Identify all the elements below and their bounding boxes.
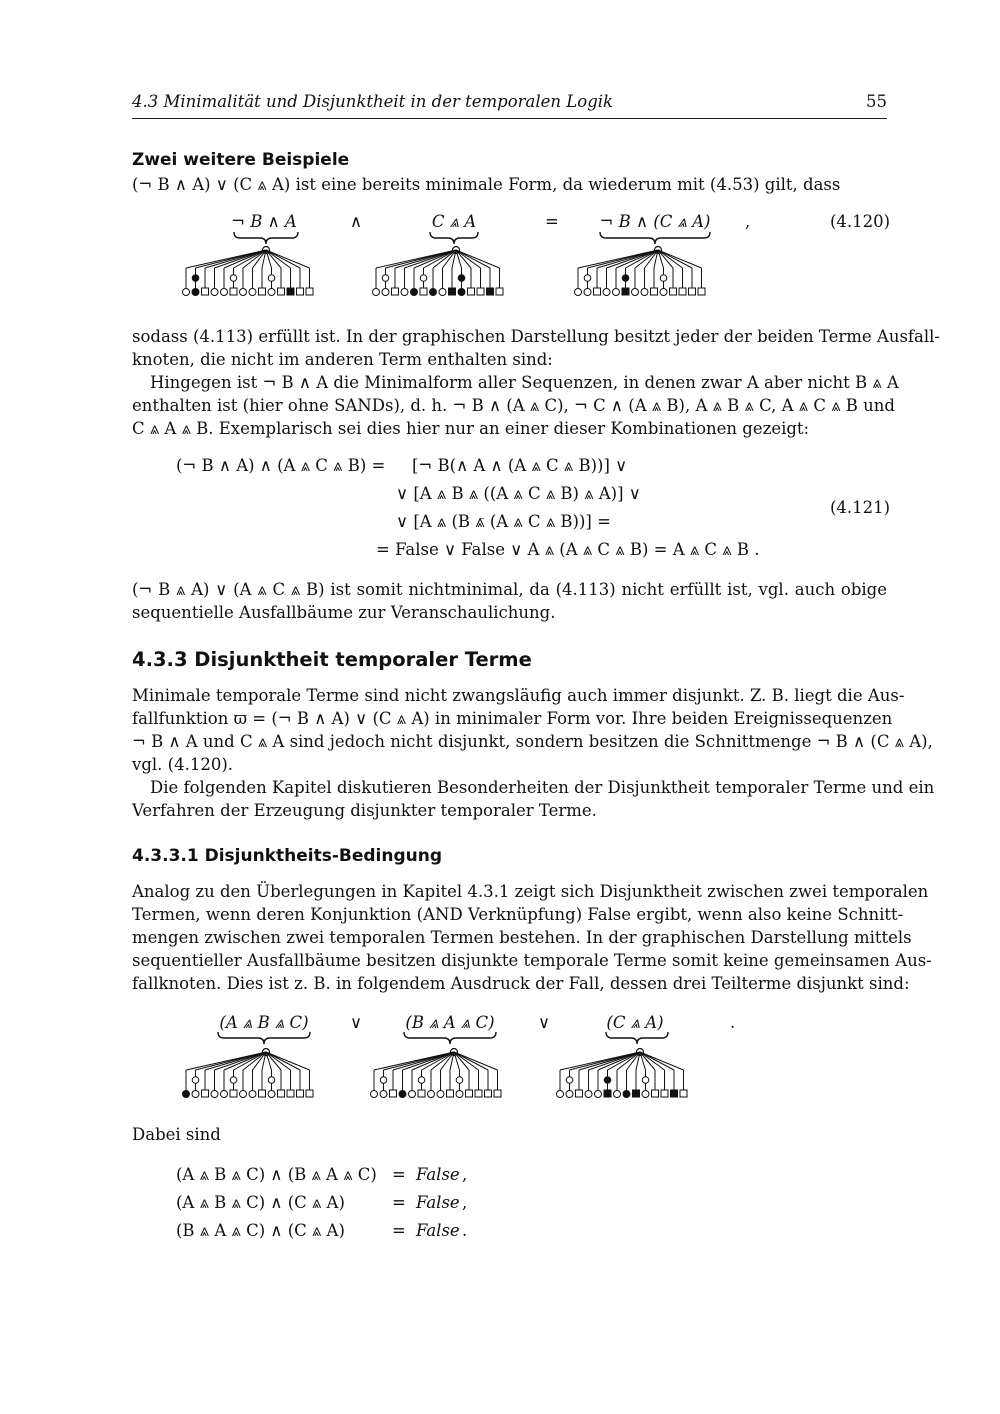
eq120-term2: C ⩓ A [431, 212, 477, 231]
tree-leaf-square [661, 1090, 668, 1097]
tree-inner-node [660, 275, 667, 282]
eq120-op1: ∧ [350, 212, 363, 231]
tree-edge [234, 250, 267, 268]
tree-leaf-node [584, 289, 591, 296]
text-line: fallknoten. Dies ist z. B. in folgendem Ausdruck der Fall, dessen drei Teilterme disjunkt sind: [132, 974, 910, 993]
tree-leaf-node [430, 289, 437, 296]
eq120-term1: ¬ B ∧ A [231, 212, 297, 231]
tree-leaf-square [306, 1090, 313, 1097]
tree-leaf-square [679, 288, 686, 295]
result-3-eq: = [392, 1221, 406, 1240]
tree-inner-node [268, 1077, 275, 1084]
tree-edge [234, 1052, 267, 1070]
result-2-rhs: False [416, 1193, 460, 1212]
eq121-row-3: ∨ [A ⩓ (B ⩓̄ (A ⩓ C ⩓ B))] = [396, 512, 611, 531]
section-paragraph-1 [132, 684, 933, 776]
tree-leaf-node [249, 289, 256, 296]
tree-leaf-square [418, 1090, 425, 1097]
tree-leaf-square [485, 1090, 492, 1097]
tree-leaf-square [278, 288, 285, 295]
tree-leaf-square [297, 288, 304, 295]
tree-leaf-square [622, 288, 629, 295]
tree-leaf-node [566, 1091, 573, 1098]
tree-leaf-node [221, 289, 228, 296]
tree-inner-node [418, 1077, 425, 1084]
tree-leaf-node [458, 289, 465, 296]
text-line: vgl. (4.120). [132, 755, 234, 774]
header-title: 4.3 Minimalität und Disjunktheit in der temporalen Logik [132, 92, 614, 111]
tree-leaf-node [380, 1091, 387, 1098]
after-eq120-paragraph [132, 325, 941, 371]
tree-edge [626, 250, 659, 268]
tree-edge [215, 1052, 267, 1070]
tree-leaf-square [494, 1090, 501, 1097]
tree-leaf-node [428, 1091, 435, 1098]
underbrace [218, 1032, 310, 1044]
result-1-lhs: (A ⩓ B ⩓ C) ∧ (B ⩓ A ⩓ C) [176, 1165, 377, 1184]
tree-leaf-node [623, 1091, 630, 1098]
conclusion-paragraph [132, 578, 887, 624]
tree-edge [454, 1052, 498, 1070]
tree-leaf-square [496, 288, 503, 295]
text-line: Analog zu den Überlegungen in Kapitel 4.3.1 zeigt sich Disjunktheit zwischen zwei temporalen [132, 882, 929, 901]
eq120-term3: ¬ B ∧ (C ⩓ A) [599, 212, 711, 231]
tree-leaf-node [603, 289, 610, 296]
tree-leaf-square [477, 288, 484, 295]
tree-edge [266, 1052, 310, 1070]
eq121-number: (4.121) [830, 498, 891, 517]
tree-leaf-square [670, 288, 677, 295]
result-3-lhs: (B ⩓ A ⩓ C) ∧ (C ⩓ A) [176, 1221, 345, 1240]
tree-inner-node [382, 275, 389, 282]
tree-leaf-square [475, 1090, 482, 1097]
bottom-trees [183, 1032, 688, 1098]
tree-leaf-square [487, 288, 494, 295]
example-heading: Zwei weitere Beispiele [132, 150, 350, 170]
tree-leaf-square [447, 1090, 454, 1097]
tree-leaf-square [604, 1090, 611, 1097]
eq120-tree-diagrams [0, 0, 1000, 320]
page-number: 55 [866, 92, 887, 111]
tree-leaf-square [420, 288, 427, 295]
tree-leaf-square [633, 1090, 640, 1097]
tree-inner-node [268, 275, 275, 282]
tree-inner-node [584, 275, 591, 282]
tree-leaf-node [268, 289, 275, 296]
text-line: Termen, wenn deren Konjunktion (AND Verknüpfung) False ergibt, wenn also keine Schnitt- [132, 905, 904, 924]
tree-leaf-node [373, 289, 380, 296]
tree-leaf-square [259, 288, 266, 295]
tree-leaf-node [371, 1091, 378, 1098]
tree-leaf-node [192, 289, 199, 296]
trees-term1: (A ⩓ B ⩓ C) [219, 1013, 309, 1032]
tree-edge [608, 1052, 641, 1070]
tree-leaf-square [230, 288, 237, 295]
tree-leaf-square [652, 1090, 659, 1097]
tree-inner-node [566, 1077, 573, 1084]
underbrace [404, 1032, 496, 1044]
tree-leaf-node [632, 289, 639, 296]
underbrace [234, 232, 298, 244]
tree-leaf-node [575, 289, 582, 296]
eq121-row-4: = False ∨ False ∨ A ⩓ (A ⩓ C ⩓ B) = A ⩓ C ⩓ B . [376, 540, 760, 559]
result-1-eq: = [392, 1165, 406, 1184]
tree-leaf-square [278, 1090, 285, 1097]
section-paragraph-2 [132, 776, 935, 822]
tree-edge [405, 250, 457, 268]
tree-leaf-square [306, 288, 313, 295]
underbrace [600, 232, 710, 244]
tree-leaf-node [557, 1091, 564, 1098]
result-3-rhs: False [416, 1221, 460, 1240]
result-2-lhs: (A ⩓ B ⩓ C) ∧ (C ⩓ A) [176, 1193, 345, 1212]
tree-leaf-square [466, 1090, 473, 1097]
tree-leaf-square [390, 1090, 397, 1097]
text-line: Hingegen ist ¬ B ∧ A die Minimalform aller Sequenzen, in denen zwar A aber nicht B ⩓ A [150, 373, 899, 392]
tree-leaf-node [192, 1091, 199, 1098]
tree-edge [215, 250, 267, 268]
text-line: sodass (4.113) erfüllt ist. In der graphischen Darstellung besitzt jeder der beiden Terme Ausfall- [132, 327, 941, 346]
tree-leaf-node [221, 1091, 228, 1098]
text-line: sequentielle Ausfallbäume zur Veranschaulichung. [132, 603, 556, 622]
text-line: (¬ B ⩓ A) ∨ (A ⩓ C ⩓ B) ist somit nichtminimal, da (4.113) nicht erfüllt ist, vgl. auch obige [132, 580, 887, 599]
subsection-heading: 4.3.3.1 Disjunktheits-Bedingung [132, 846, 443, 866]
tree-inner-node [192, 275, 199, 282]
tree-edge [589, 1052, 641, 1070]
tree-leaf-node [183, 1091, 190, 1098]
tree-leaf-node [660, 289, 667, 296]
underbrace [430, 232, 478, 244]
tree-leaf-node [409, 1091, 416, 1098]
tree-leaf-node [382, 289, 389, 296]
tree-leaf-node [211, 289, 218, 296]
eq120-number: (4.120) [830, 212, 891, 231]
tree-leaf-square [576, 1090, 583, 1097]
text-line: Die folgenden Kapitel diskutieren Besonderheiten der Disjunktheit temporaler Terme und ein [150, 778, 935, 797]
result-1-punct: , [462, 1165, 468, 1184]
eq120-op2: = [545, 212, 559, 231]
tree-leaf-node [399, 1091, 406, 1098]
tree-leaf-square [468, 288, 475, 295]
tree-leaf-node [614, 1091, 621, 1098]
underbrace [606, 1032, 668, 1044]
tree-leaf-node [642, 1091, 649, 1098]
tree-edge [266, 250, 310, 268]
tree-inner-node [420, 275, 427, 282]
text-line: enthalten ist (hier ohne SANDs), d. h. ¬ B ∧ (A ⩓ C), ¬ C ∧ (A ⩓ B), A ⩓ B ⩓ C, A ⩓ C ⩓ B und [132, 396, 895, 415]
tree-leaf-node [437, 1091, 444, 1098]
text-line: C ⩓ A ⩓ B. Exemplarisch sei dies hier nur an einer dieser Kombinationen gezeigt: [132, 419, 810, 438]
tree-leaf-node [585, 1091, 592, 1098]
tree-edge [658, 250, 702, 268]
tree-edge [422, 1052, 455, 1070]
tree-inner-node [456, 1077, 463, 1084]
tree-leaf-square [202, 288, 209, 295]
tree-leaf-node [240, 1091, 247, 1098]
trees-op1: ∨ [350, 1013, 363, 1032]
result-2-punct: , [462, 1193, 468, 1212]
tree-inner-node [230, 1077, 237, 1084]
tree-inner-node [230, 275, 237, 282]
tree-leaf-node [411, 289, 418, 296]
text-line: Verfahren der Erzeugung disjunkter temporaler Terme. [132, 801, 597, 820]
tree-leaf-square [297, 1090, 304, 1097]
tree-leaf-node [183, 289, 190, 296]
tree-edge [640, 1052, 684, 1070]
eq121-row-1: [¬ B(∧ A ∧ (A ⩓ C ⩓ B))] ∨ [412, 456, 628, 475]
result-2-eq: = [392, 1193, 406, 1212]
tree-leaf-square [698, 288, 705, 295]
tree-leaf-square [202, 1090, 209, 1097]
tree-leaf-square [230, 1090, 237, 1097]
eq120-trees [183, 232, 711, 296]
tree-leaf-square [689, 288, 696, 295]
eq121-lhs: (¬ B ∧ A) ∧ (A ⩓ C ⩓ B) = [176, 456, 386, 475]
text-line: mengen zwischen zwei temporalen Termen bestehen. In der graphischen Darstellung mittels [132, 928, 912, 947]
tree-edge [607, 250, 659, 268]
tree-inner-node [380, 1077, 387, 1084]
tree-leaf-node [249, 1091, 256, 1098]
dabei-text: Dabei sind [132, 1125, 221, 1144]
section-heading: 4.3.3 Disjunktheit temporaler Terme [132, 648, 532, 671]
tree-leaf-node [401, 289, 408, 296]
trees-term3: (C ⩓ A) [606, 1013, 664, 1032]
tree-leaf-node [211, 1091, 218, 1098]
result-3-punct: . [462, 1221, 468, 1240]
tree-leaf-node [595, 1091, 602, 1098]
tree-leaf-node [439, 289, 446, 296]
tree-leaf-square [651, 288, 658, 295]
tree-edge [456, 250, 500, 268]
trees-term2: (B ⩓ A ⩓ C) [405, 1013, 495, 1032]
tree-leaf-square [594, 288, 601, 295]
result-1-rhs: False [416, 1165, 460, 1184]
trees-op2: ∨ [538, 1013, 551, 1032]
eq121-row-2: ∨ [A ⩓ B ⩓ ((A ⩓ C ⩓ B) ⩓ A)] ∨ [396, 484, 641, 503]
tree-leaf-node [268, 1091, 275, 1098]
tree-leaf-square [392, 288, 399, 295]
bottom-tree-diagrams [0, 1000, 1000, 1120]
tree-leaf-square [259, 1090, 266, 1097]
tree-inner-node [458, 275, 465, 282]
tree-leaf-square [449, 288, 456, 295]
subsection-paragraph [132, 880, 932, 995]
tree-inner-node [604, 1077, 611, 1084]
tree-leaf-node [456, 1091, 463, 1098]
tree-edge [424, 250, 457, 268]
text-line: knoten, die nicht im anderen Term enthalten sind: [132, 350, 553, 369]
text-line: sequentieller Ausfallbäume besitzen disjunkte temporale Terme somit keine gemeinsamen Aus- [132, 951, 932, 970]
example-intro-line: (¬ B ∧ A) ∨ (C ⩓ A) ist eine bereits minimale Form, da wiederum mit (4.53) gilt, dass [132, 175, 841, 194]
text-line: ¬ B ∧ A und C ⩓ A sind jedoch nicht disjunkt, sondern besitzen die Schnittmenge ¬ B ∧ (C ⩓ A), [132, 732, 933, 751]
text-line: fallfunktion ϖ = (¬ B ∧ A) ∨ (C ⩓ A) in minimaler Form vor. Ihre beiden Ereignissequenzen [132, 709, 893, 728]
tree-edge [403, 1052, 455, 1070]
tree-leaf-node [240, 289, 247, 296]
tree-inner-node [642, 1077, 649, 1084]
tree-leaf-square [680, 1090, 687, 1097]
text-line: Minimale temporale Terme sind nicht zwangsläufig auch immer disjunkt. Z. B. liegt die Aus- [132, 686, 905, 705]
tree-leaf-square [671, 1090, 678, 1097]
tree-leaf-node [613, 289, 620, 296]
trees-period: . [730, 1013, 736, 1032]
tree-leaf-square [287, 1090, 294, 1097]
eq120-comma: , [745, 212, 751, 231]
tree-leaf-square [287, 288, 294, 295]
minimalform-paragraph [132, 371, 899, 440]
tree-inner-node [622, 275, 629, 282]
tree-leaf-node [641, 289, 648, 296]
tree-inner-node [192, 1077, 199, 1084]
